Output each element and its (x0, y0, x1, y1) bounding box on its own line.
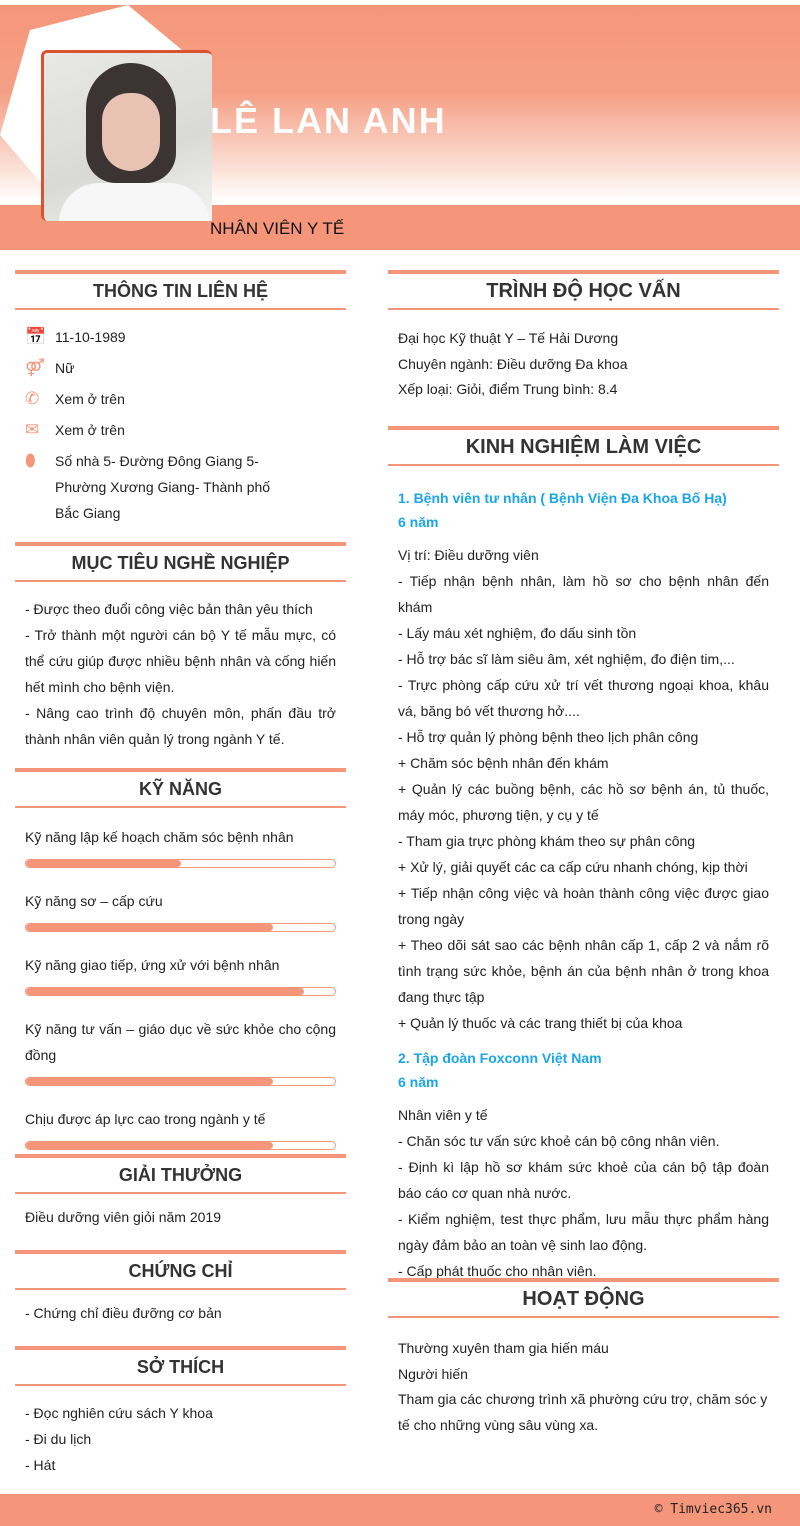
job-duty: - Trực phòng cấp cứu xử trí vết thương ngoại khoa, khâu vá, băng bó vết thương hở.... (398, 677, 769, 719)
section-heading: KỸ NĂNG (15, 768, 346, 808)
section-heading: MỤC TIÊU NGHỀ NGHIỆP (15, 542, 346, 582)
footer-copyright: © Timviec365.vn (654, 1502, 772, 1517)
text-line: - Đọc nghiên cứu sách Y khoa (25, 1405, 213, 1421)
job-entry (388, 486, 779, 1036)
text-line: Thường xuyên tham gia hiến máu (398, 1340, 609, 1356)
text-line: - Hát (25, 1457, 56, 1473)
job-duty: + Quản lý thuốc và các trang thiết bị của khoa (398, 1015, 683, 1031)
job-details (388, 1102, 779, 1284)
activities-section (388, 1278, 779, 1438)
skill-item (15, 1016, 346, 1086)
contact-text: Xem ở trên (55, 391, 125, 407)
contact-item (25, 386, 346, 412)
job-duty: - Định kì lập hồ sơ khám sức khoẻ của cán bộ tập đoàn báo cáo cơ quan nhà nước. (398, 1159, 769, 1201)
awards-section (15, 1154, 346, 1230)
job-duty: + Xử lý, giải quyết các ca cấp cứu nhanh chóng, kịp thời (398, 859, 748, 875)
candidate-name: LÊ LAN ANH (210, 100, 447, 141)
contact-item (25, 355, 346, 381)
text-line: Người hiến (398, 1365, 468, 1382)
section-heading: GIẢI THƯỞNG (15, 1154, 346, 1194)
section-heading: HOẠT ĐỘNG (388, 1278, 779, 1318)
job-duty: - Hỗ trợ bác sĩ làm siêu âm, xét nghiệm, đo điện tim,... (398, 651, 735, 667)
footer (0, 1494, 800, 1526)
job-duty: - Kiểm nghiệm, test thực phẩm, lưu mẫu thực phẩm hàng ngày đảm bảo an toàn vệ sinh lao động. (398, 1211, 769, 1253)
skill-progress-fill (26, 1078, 273, 1085)
job-duty: - Lấy máu xét nghiệm, đo dấu sinh tồn (398, 625, 637, 641)
section-heading: CHỨNG CHỈ (15, 1250, 346, 1290)
job-duty: + Theo dõi sát sao các bệnh nhân cấp 1, cấp 2 và nắm rõ tình trạng sức khỏe, bệnh án của bệnh nhân ở trong khoa đang thực tập (398, 937, 769, 1005)
job-duty: - Cấp phát thuốc cho nhân viên. (398, 1263, 597, 1279)
job-duty: + Tiếp nhận công việc và hoàn thành công việc được giao trong ngày (398, 885, 769, 927)
email-icon: ✉ (25, 420, 40, 439)
text-line: - Đi du lịch (25, 1431, 92, 1447)
phone-icon: ✆ (25, 389, 40, 408)
hobbies-section (15, 1346, 346, 1478)
contact-text: Số nhà 5- Đường Đông Giang 5- Phường Xương Giang- Thành phố Bắc Giang (55, 453, 271, 521)
job-duty: - Chăn sóc tư vấn sức khoẻ cán bộ công nhân viên. (398, 1133, 720, 1149)
skills-section (15, 768, 346, 1170)
section-heading: KINH NGHIỆM LÀM VIỆC (388, 426, 779, 466)
skill-item (15, 824, 346, 868)
location-icon: ⬮ (25, 451, 36, 470)
avatar (41, 50, 212, 221)
text-line: Đại học Kỹ thuật Y – Tế Hải Dương (398, 330, 619, 346)
contact-item (25, 417, 346, 443)
objective-line: - Được theo đuổi công việc bản thân yêu thích (25, 601, 313, 617)
job-duty: - Tiếp nhận bệnh nhân, làm hồ sơ cho bệnh nhân đến khám (398, 573, 769, 615)
job-position: Vị trí: Điều dưỡng viên (398, 547, 539, 563)
objective-line: - Nâng cao trình độ chuyên môn, phấn đầu trở thành nhân viên quản lý trong ngành Y tế. (25, 705, 336, 747)
skill-label: Kỹ năng giao tiếp, ứng xử với bệnh nhân (25, 957, 280, 973)
job-position: Nhân viên y tế (398, 1107, 488, 1123)
section-heading: THÔNG TIN LIÊN HỆ (15, 270, 346, 310)
job-duty: + Quản lý các buồng bệnh, các hồ sơ bệnh án, tủ thuốc, máy móc, phương tiện, y cụ y tế (398, 781, 769, 823)
skill-progress-bar (25, 1141, 336, 1150)
skill-progress-fill (26, 924, 273, 931)
job-duty: - Hỗ trợ quản lý phòng bệnh theo lịch phân công (398, 729, 699, 745)
text-line: Xếp loại: Giỏi, điểm Trung bình: 8.4 (398, 381, 618, 397)
skill-progress-bar (25, 987, 336, 996)
contact-section (15, 270, 346, 531)
contact-item (25, 324, 346, 350)
skill-label: Kỹ năng sơ – cấp cứu (25, 893, 163, 909)
job-company: 2. Tập đoàn Foxconn Việt Nam (398, 1050, 602, 1066)
text-line: Điều dưỡng viên giỏi năm 2019 (25, 1209, 222, 1225)
skill-progress-bar (25, 923, 336, 932)
contact-text: Nữ (55, 360, 75, 376)
section-heading: TRÌNH ĐỘ HỌC VẤN (388, 270, 779, 310)
job-duty: + Chăm sóc bệnh nhân đến khám (398, 755, 609, 771)
experience-section (388, 426, 779, 1294)
gender-icon: ⚤ (25, 358, 45, 377)
calendar-icon: 📅 (25, 327, 47, 346)
job-duration: 6 năm (398, 514, 439, 530)
contact-text: Xem ở trên (55, 422, 125, 438)
skill-progress-fill (26, 988, 304, 995)
skill-progress-fill (26, 1142, 273, 1149)
job-duration: 6 năm (398, 1074, 439, 1090)
skill-item (15, 888, 346, 932)
skill-item (15, 1106, 346, 1150)
text-line: Tham gia các chương trình xã phường cứu trợ, chăm sóc y tế cho những vùng sâu vùng xa. (398, 1391, 768, 1433)
job-company: 1. Bệnh viên tư nhân ( Bệnh Viện Đa Khoa Bố Hạ) (398, 490, 727, 506)
skill-label: Kỹ năng lập kế hoạch chăm sóc bệnh nhân (25, 829, 294, 845)
contact-item (25, 448, 346, 526)
certificates-section (15, 1250, 346, 1326)
job-duty: - Tham gia trực phòng khám theo sự phân công (398, 833, 696, 849)
job-entry (388, 1046, 779, 1284)
skill-progress-bar (25, 1077, 336, 1086)
skill-label: Kỹ năng tư vấn – giáo dục về sức khỏe cho cộng đồng (25, 1021, 336, 1063)
skill-label: Chịu được áp lực cao trong ngành y tế (25, 1111, 266, 1127)
objective-section (15, 542, 346, 752)
contact-text: 11-10-1989 (55, 329, 126, 345)
objective-line: - Trở thành một người cán bộ Y tế mẫu mực, có thể cứu giúp được nhiều bệnh nhân và cống hiến hết mình cho bệnh viện. (25, 627, 336, 695)
skill-item (15, 952, 346, 996)
education-section (388, 270, 779, 403)
text-line: - Chứng chỉ điều đưỡng cơ bản (25, 1305, 222, 1321)
skill-progress-bar (25, 859, 336, 868)
text-line: Chuyên ngành: Điều dưỡng Đa khoa (398, 355, 628, 372)
job-title: NHÂN VIÊN Y TẾ (210, 219, 345, 238)
skill-progress-fill (26, 860, 181, 867)
section-heading: SỞ THÍCH (15, 1346, 346, 1386)
job-details (388, 542, 779, 1036)
